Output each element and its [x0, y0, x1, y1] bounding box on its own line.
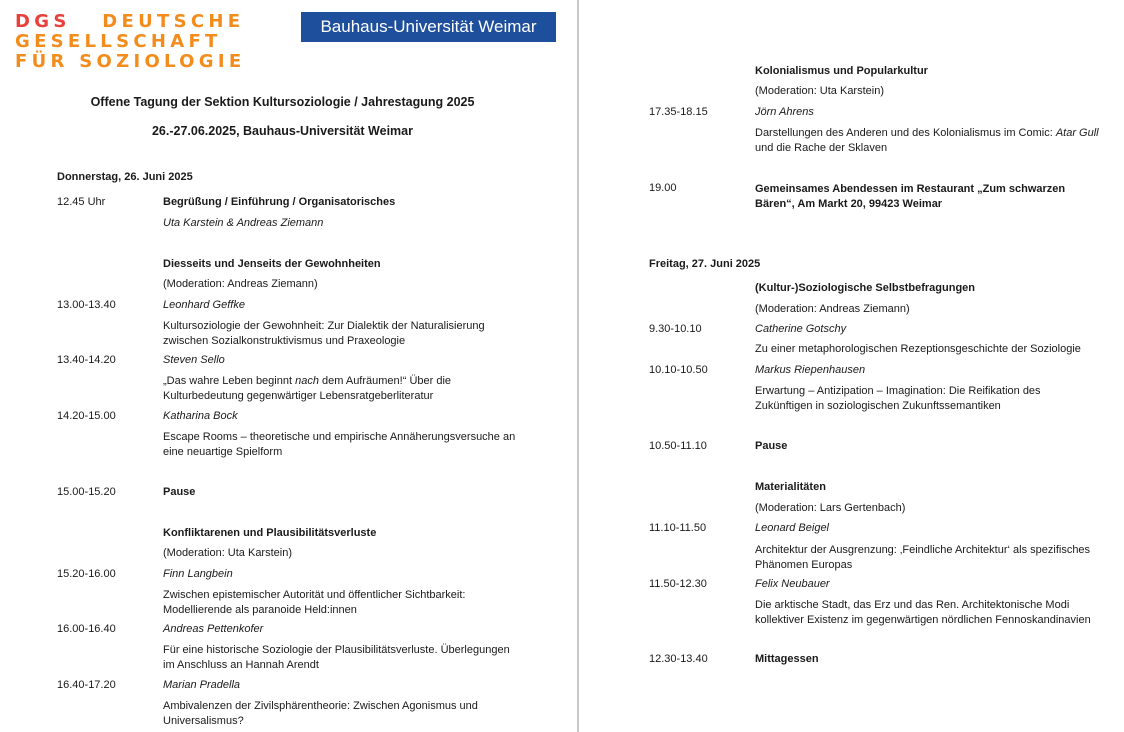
talk-speaker: Finn Langbein: [163, 568, 233, 580]
page-divider: [577, 0, 579, 732]
dgs-logo: DGS DEUTSCHE GESELLSCHAFT FÜR SOZIOLOGIE: [15, 11, 246, 72]
talk-time: 11.50-12.30: [649, 578, 707, 590]
talk-title: Zwischen epistemischer Autorität und öffentlicher Sichtbarkeit: Modellierende als paranoide Held:innen: [163, 589, 466, 616]
talk-speaker: Catherine Gotschy: [755, 323, 847, 335]
talk-speaker: Leonhard Geffke: [163, 299, 245, 311]
talk-time: 13.00-13.40: [57, 299, 116, 311]
pause-label: Pause: [755, 440, 788, 452]
talk-speaker: Leonard Beigel: [755, 522, 830, 534]
talk-title: „Das wahre Leben beginnt nach dem Aufräumen!“ Über die Kulturbedeutung gegenwärtiger Lebensratgeberliteratur: [163, 375, 452, 402]
talk-title: Kultursoziologie der Gewohnheit: Zur Dialektik der Naturalisierung zwischen Sozialkonstruktivismus und Praxeologie: [163, 320, 485, 347]
session-people: Uta Karstein & Andreas Ziemann: [163, 217, 324, 229]
panel-title: Materialitäten: [755, 481, 826, 493]
dinner-time: 19.00: [649, 182, 677, 194]
talk-time: 16.00-16.40: [57, 623, 116, 635]
talk-speaker: Marian Pradella: [163, 679, 241, 691]
talk-title: Ambivalenzen der Zivilsphärentheorie: Zwischen Agonismus und Universalismus?: [163, 700, 478, 727]
talk-speaker: Jörn Ahrens: [755, 106, 814, 118]
pause-label: Pause: [163, 486, 196, 498]
talk-time: 14.20-15.00: [57, 410, 116, 422]
talk-title: Für eine historische Soziologie der Plausibilitätsverluste. Überlegungen im Anschluss an Hannah Arendt: [163, 644, 510, 671]
talk-title: Zu einer metaphorologischen Rezeptionsgeschichte der Soziologie: [755, 343, 1081, 355]
talk-time: 10.10-10.50: [649, 364, 708, 376]
talk-speaker: Steven Sello: [163, 354, 225, 366]
document-page-right: [580, 0, 1124, 732]
panel-moderation: (Moderation: Lars Gertenbach): [755, 502, 906, 514]
panel-moderation: (Moderation: Uta Karstein): [755, 85, 884, 97]
panel-title: (Kultur-)Soziologische Selbstbefragungen: [755, 282, 976, 294]
lunch-label: Mittagessen: [755, 653, 819, 665]
lunch-time: 12.30-13.40: [649, 653, 708, 665]
program-title: Offene Tagung der Sektion Kultursoziologie / Jahrestagung 2025: [90, 95, 475, 109]
panel-title: Kolonialismus und Popularkultur: [755, 65, 928, 77]
panel-moderation: (Moderation: Uta Karstein): [163, 547, 292, 559]
day-heading: Freitag, 27. Juni 2025: [649, 258, 761, 270]
talk-time: 15.20-16.00: [57, 568, 116, 580]
talk-speaker: Markus Riepenhausen: [755, 364, 866, 376]
session-time: 12.45 Uhr: [57, 196, 106, 208]
panel-title: Diesseits und Jenseits der Gewohnheiten: [163, 258, 381, 270]
talk-title: Darstellungen des Anderen und des Kolonialismus im Comic: Atar Gull und die Rache der Sklaven: [755, 127, 1099, 154]
day-heading: Donnerstag, 26. Juni 2025: [57, 171, 193, 183]
talk-time: 11.10-11.50: [649, 522, 707, 534]
panel-moderation: (Moderation: Andreas Ziemann): [163, 278, 318, 290]
talk-time: 17.35-18.15: [649, 106, 708, 118]
pause-time: 15.00-15.20: [57, 486, 116, 498]
talk-title: Die arktische Stadt, das Erz und das Ren. Architektonische Modi kollektiver Existenz im gegenwärtigen nördlichen Fennoskandinavien: [755, 599, 1091, 626]
pause-time: 10.50-11.10: [649, 440, 707, 452]
talk-time: 13.40-14.20: [57, 354, 116, 366]
bauhaus-university-logo: Bauhaus-Universität Weimar: [301, 12, 556, 42]
talk-speaker: Katharina Bock: [163, 410, 238, 422]
talk-speaker: Felix Neubauer: [755, 578, 830, 590]
talk-speaker: Andreas Pettenkofer: [163, 623, 264, 635]
program-subtitle: 26.-27.06.2025, Bauhaus-Universität Weimar: [151, 124, 413, 138]
talk-time: 16.40-17.20: [57, 679, 116, 691]
talk-title: Erwartung – Antizipation – Imagination: Die Reifikation des Zukünftigen in soziologischen Zukunftssemantiken: [755, 385, 1041, 412]
talk-time: 9.30-10.10: [649, 323, 702, 335]
session-title: Begrüßung / Einführung / Organisatorisches: [163, 196, 396, 208]
panel-moderation: (Moderation: Andreas Ziemann): [755, 303, 910, 315]
dinner-info: Gemeinsames Abendessen im Restaurant „Zum schwarzen Bären“, Am Markt 20, 99423 Weimar: [755, 183, 1066, 210]
panel-title: Konfliktarenen und Plausibilitätsverluste: [163, 527, 377, 539]
talk-title: Architektur der Ausgrenzung: ‚Feindliche Architektur‘ als spezifisches Phänomen Europas: [755, 544, 1091, 571]
talk-title: Escape Rooms – theoretische und empirische Annäherungsversuche an eine neuartige Spielform: [163, 431, 516, 458]
